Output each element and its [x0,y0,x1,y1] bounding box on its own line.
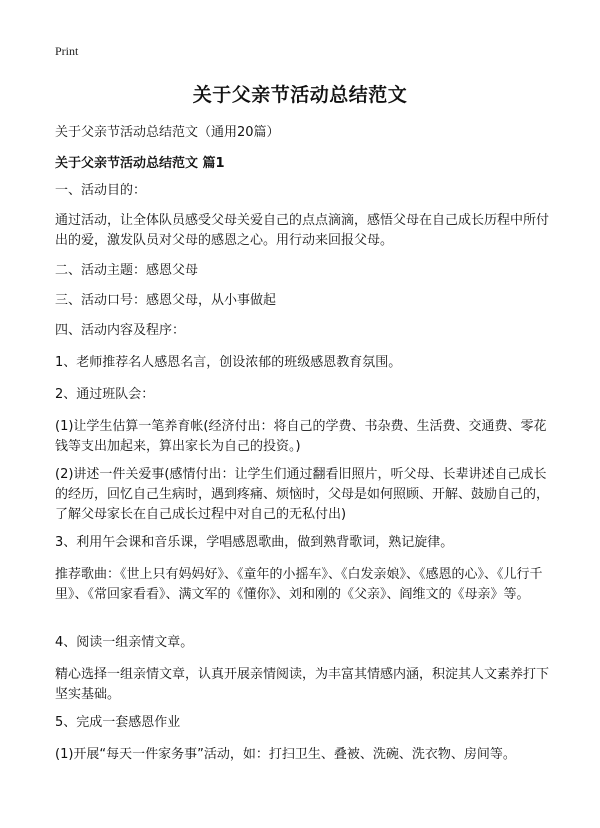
paragraph: 三、活动口号：感恩父母，从小事做起 [55,293,277,308]
document-subtitle: 关于父亲节活动总结范文（通用20篇） [55,125,280,140]
paragraph: 通过活动，让全体队员感受父母关爱自己的点点滴滴，感悟父母在自己成长历程中所付出的爱，激发队员对父母的感恩之心。用行动来回报父母。 [55,213,550,248]
paragraph: 2、通过班队会： [55,387,155,402]
paragraph: 二、活动主题：感恩父母 [55,263,199,278]
paragraph: 5、完成一套感恩作业 [55,715,181,730]
paragraph: 1、老师推荐名人感恩名言，创设浓郁的班级感恩教育氛围。 [55,355,402,370]
paragraph: 精心选择一组亲情文章，认真开展亲情阅读，为丰富其情感内涵，积淀其人文素养打下坚实基础。 [55,667,550,702]
paragraph: 一、活动目的： [55,183,147,198]
paragraph: 推荐歌曲：《世上只有妈妈好》、《童年的小摇车》、《白发亲娘》、《感恩的心》、《儿行千里》、《常回家看看》、满文军的《懂你》、刘和刚的《父亲》、阎维文的《母亲》等。 [55,567,543,602]
paragraph: 4、阅读一组亲情文章。 [55,635,194,650]
paragraph: (1)让学生估算一笔养育帐(经济付出：将自己的学费、书杂费、生活费、交通费、零花钱等支出加起来，算出家长为自己的投资。) [55,419,547,454]
section-heading: 关于父亲节活动总结范文 篇1 [55,156,225,171]
print-link[interactable]: Print [55,44,79,58]
document-title: 关于父亲节活动总结范文 [192,84,408,106]
paragraph: (2)讲述一件关爱事(感情付出：让学生们通过翻看旧照片，听父母、长辈讲述自己成长的经历，回忆自己生病时，遇到疼痛、烦恼时，父母是如何照顾、开解、鼓励自己的，了解父母家长在自己成长过程中对自己的无私付出) [55,467,550,522]
paragraph: 3、利用午会课和音乐课，学唱感恩歌曲，做到熟背歌词，熟记旋律。 [55,535,454,550]
paragraph: (1)开展“每天一件家务事”活动，如：打扫卫生、叠被、洗碗、洗衣物、房间等。 [55,747,516,762]
paragraph: 四、活动内容及程序： [55,323,186,338]
